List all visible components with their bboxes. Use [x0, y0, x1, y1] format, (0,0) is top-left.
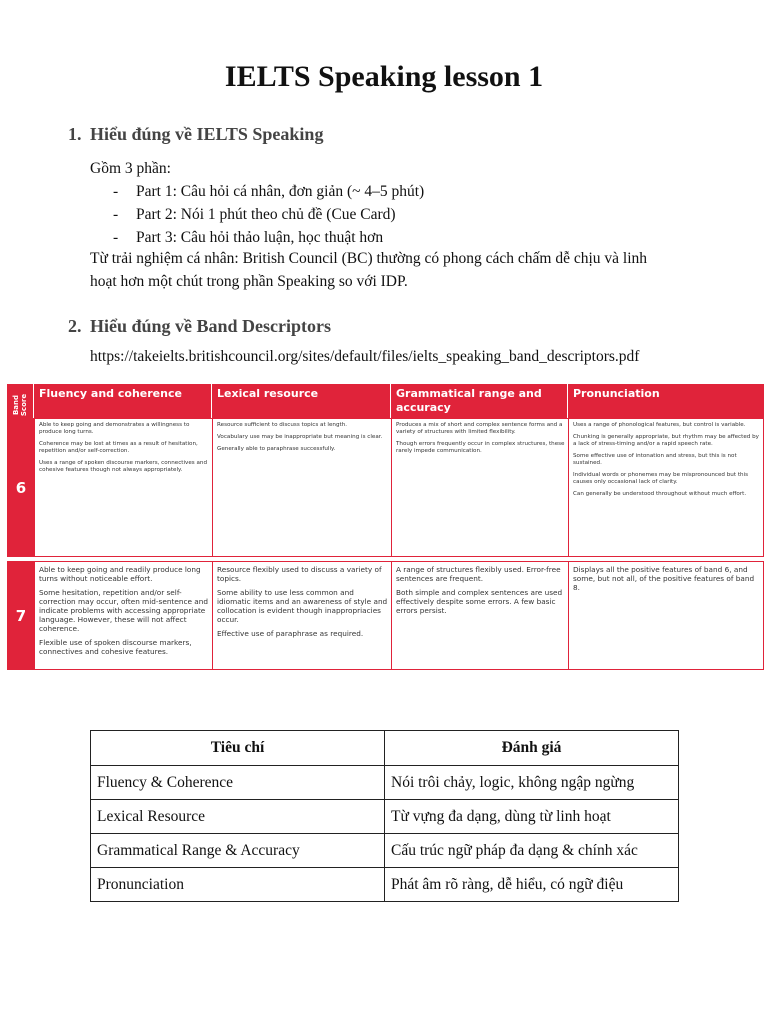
- section-heading-ielts-speaking: [68, 124, 323, 145]
- table-row: [91, 868, 679, 902]
- section-number: 1.: [68, 124, 82, 144]
- column-header-criteria: Tiêu chí: [91, 731, 385, 766]
- criteria-cell: Fluency & Coherence: [91, 766, 385, 800]
- evaluation-cell: Nói trôi chảy, logic, không ngập ngừng: [385, 766, 679, 800]
- section-heading-text: Hiểu đúng về IELTS Speaking: [90, 124, 324, 144]
- evaluation-cell: Từ vựng đa dạng, dùng từ linh hoạt: [385, 800, 679, 834]
- evaluation-cell: Cấu trúc ngữ pháp đa dạng & chính xác: [385, 834, 679, 868]
- band-header-row: [7, 384, 764, 418]
- list-item: - Part 1: Câu hỏi cá nhân, đơn giản (~ 4–5 phút): [113, 180, 424, 203]
- criteria-summary-table: [90, 730, 679, 902]
- band-descriptors-table: [7, 384, 764, 670]
- cell-fluency: Able to keep going and demonstrates a willingness to produce long turns. Coherence may be lost at times as a result of hesitation, repetition and/or self-correction. Uses a range of spoken discourse markers, connectives and cohesive features though not always appropriately.: [34, 419, 212, 556]
- personal-note: [90, 247, 647, 293]
- criteria-cell: Grammatical Range & Accuracy: [91, 834, 385, 868]
- table-row: [91, 766, 679, 800]
- table-row: [91, 834, 679, 868]
- header-pronunciation: Pronunciation: [567, 384, 764, 418]
- section-heading-band-descriptors: [68, 316, 331, 337]
- parts-intro: Gồm 3 phần:: [90, 160, 171, 177]
- note-line: Từ trải nghiệm cá nhân: British Council (BC) thường có phong cách chấm dễ chịu và linh: [90, 250, 648, 267]
- table-header-row: [91, 731, 679, 766]
- cell-pronunciation: Displays all the positive features of band 6, and some, but not all, of the positive features of band 8.: [568, 562, 765, 669]
- band-score-label: Band Score: [7, 384, 34, 418]
- note-line: hoạt hơn một chút trong phần Speaking so với IDP.: [90, 273, 408, 290]
- descriptors-url[interactable]: https://takeielts.britishcouncil.org/sites/default/files/ielts_speaking_band_descriptors.pdf: [90, 348, 640, 365]
- cell-lexical: Resource sufficient to discuss topics at length. Vocabulary use may be inappropriate but meaning is clear. Generally able to paraphrase successfully.: [212, 419, 391, 556]
- header-grammar: Grammatical range and accuracy: [390, 384, 567, 418]
- section-heading-text: Hiểu đúng về Band Descriptors: [90, 316, 332, 336]
- band-row-7: [7, 561, 764, 670]
- list-item: - Part 3: Câu hỏi thảo luận, học thuật hơn: [113, 226, 424, 249]
- table-row: [91, 800, 679, 834]
- parts-list: [113, 180, 424, 249]
- cell-grammar: A range of structures flexibly used. Error-free sentences are frequent. Both simple and complex sentences are used effectively despite some errors. A few basic errors persist.: [391, 562, 568, 669]
- list-item: - Part 2: Nói 1 phút theo chủ đề (Cue Card): [113, 203, 424, 226]
- criteria-cell: Pronunciation: [91, 868, 385, 902]
- evaluation-cell: Phát âm rõ ràng, dễ hiểu, có ngữ điệu: [385, 868, 679, 902]
- cell-pronunciation: Uses a range of phonological features, but control is variable. Chunking is generally appropriate, but rhythm may be affected by a lack of stress-timing and/or a rapid speech rate. Some effective use of intonation and stress, but this is not sustained. Individual words or phonemes may be mispronounced but this causes only occasional lack of clarity. Can generally be understood throughout without much effort.: [568, 419, 765, 556]
- cell-fluency: Able to keep going and readily produce long turns without noticeable effort. Some hesitation, repetition and/or self-correction may occur, often mid-sentence and indicate problems with accessing appropriate language. However, these will not affect coherence. Flexible use of spoken discourse markers, connectives and cohesive features.: [34, 562, 212, 669]
- cell-grammar: Produces a mix of short and complex sentence forms and a variety of structures with limited flexibility. Though errors frequently occur in complex structures, these rarely impede communication.: [391, 419, 568, 556]
- cell-lexical: Resource flexibly used to discuss a variety of topics. Some ability to use less common and idiomatic items and an awareness of style and collocation is evident though inappropriacies occur. Effective use of paraphrase as required.: [212, 562, 391, 669]
- column-header-evaluation: Đánh giá: [385, 731, 679, 766]
- section-number: 2.: [68, 316, 82, 336]
- band-score: 6: [8, 419, 34, 556]
- band-score: 7: [8, 562, 34, 669]
- band-row-6: [7, 418, 764, 557]
- header-lexical: Lexical resource: [211, 384, 390, 418]
- header-fluency: Fluency and coherence: [33, 384, 211, 418]
- page-title: IELTS Speaking lesson 1: [224, 60, 544, 93]
- criteria-cell: Lexical Resource: [91, 800, 385, 834]
